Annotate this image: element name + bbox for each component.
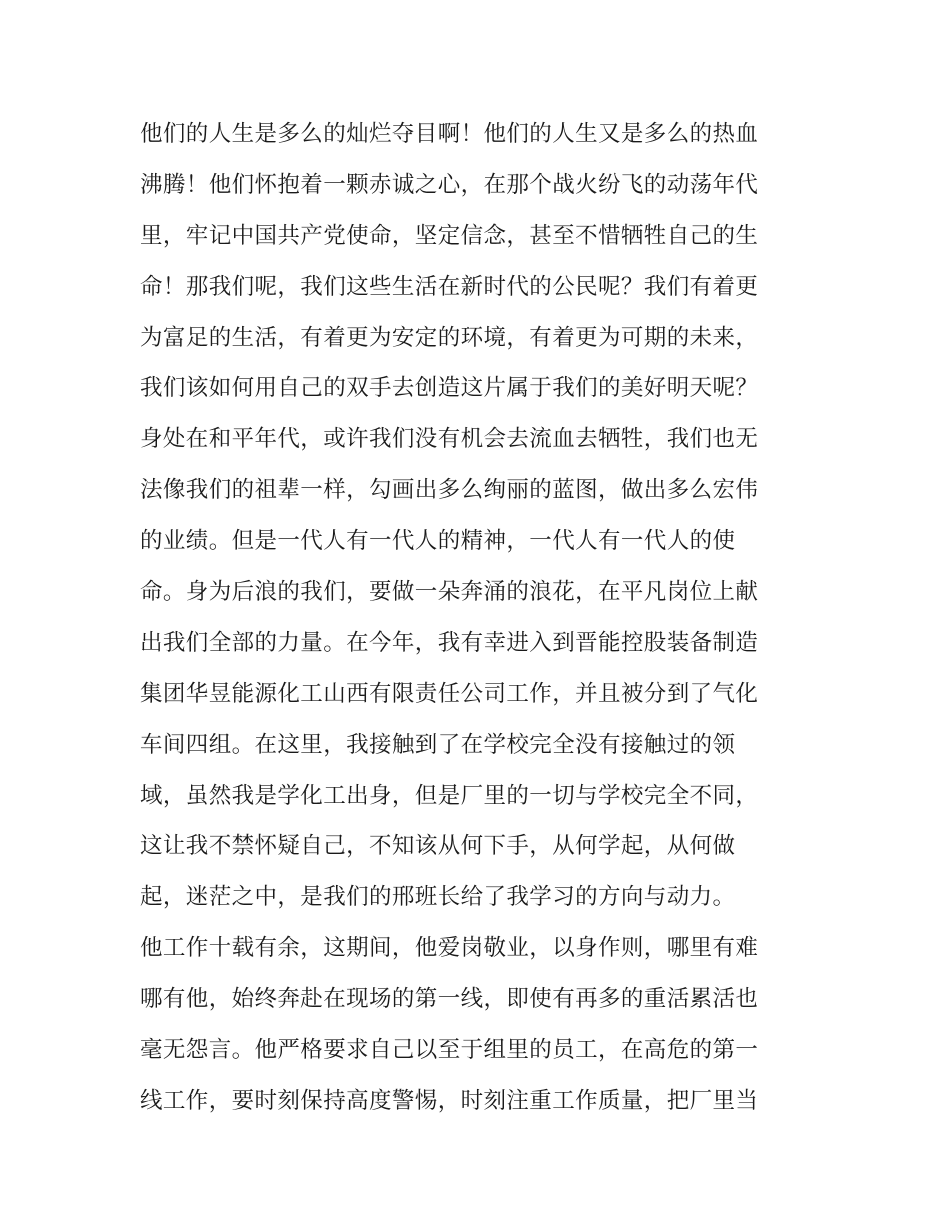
text-line: 哪有他，始终奔赴在现场的第一线，即使有再多的重活累活也 xyxy=(140,986,759,1013)
text-line: 法像我们的祖辈一样，勾画出多么绚丽的蓝图，做出多么宏伟 xyxy=(140,477,759,504)
text-line: 起，迷茫之中，是我们的邢班长给了我学习的方向与动力。 xyxy=(140,884,736,911)
text-line: 毫无怨言。他严格要求自己以至于组里的员工，在高危的第一 xyxy=(140,1037,759,1064)
text-line: 集团华昱能源化工山西有限责任公司工作，并且被分到了气化 xyxy=(140,680,759,707)
text-line: 我们该如何用自己的双手去创造这片属于我们的美好明天呢？ xyxy=(140,375,759,402)
text-line: 出我们全部的力量。在今年，我有幸进入到晋能控股装备制造 xyxy=(140,629,759,656)
text-line: 身处在和平年代，或许我们没有机会去流血去牺牲，我们也无 xyxy=(140,426,759,453)
text-line: 里，牢记中国共产党使命，坚定信念，甚至不惜牺牲自己的生 xyxy=(140,222,759,249)
text-line: 命！那我们呢，我们这些生活在新时代的公民呢？我们有着更 xyxy=(140,273,759,300)
text-line: 他们的人生是多么的灿烂夺目啊！他们的人生又是多么的热血 xyxy=(140,121,759,147)
body-text xyxy=(140,109,820,1127)
text-line: 他工作十载有余，这期间，他爱岗敬业，以身作则，哪里有难 xyxy=(140,935,759,962)
text-line: 沸腾！他们怀抱着一颗赤诚之心，在那个战火纷飞的动荡年代 xyxy=(140,171,759,198)
text-line: 为富足的生活，有着更为安定的环境，有着更为可期的未来， xyxy=(140,324,759,351)
text-line: 线工作，要时刻保持高度警惕，时刻注重工作质量，把厂里当 xyxy=(140,1087,759,1114)
text-line: 的业绩。但是一代人有一代人的精神，一代人有一代人的使 xyxy=(140,528,736,555)
text-line: 命。身为后浪的我们，要做一朵奔涌的浪花，在平凡岗位上献 xyxy=(140,579,759,606)
text-line: 这让我不禁怀疑自己，不知该从何下手，从何学起，从何做 xyxy=(140,833,736,860)
text-line: 域，虽然我是学化工出身，但是厂里的一切与学校完全不同， xyxy=(140,782,759,809)
text-line: 车间四组。在这里，我接触到了在学校完全没有接触过的领 xyxy=(140,731,736,758)
